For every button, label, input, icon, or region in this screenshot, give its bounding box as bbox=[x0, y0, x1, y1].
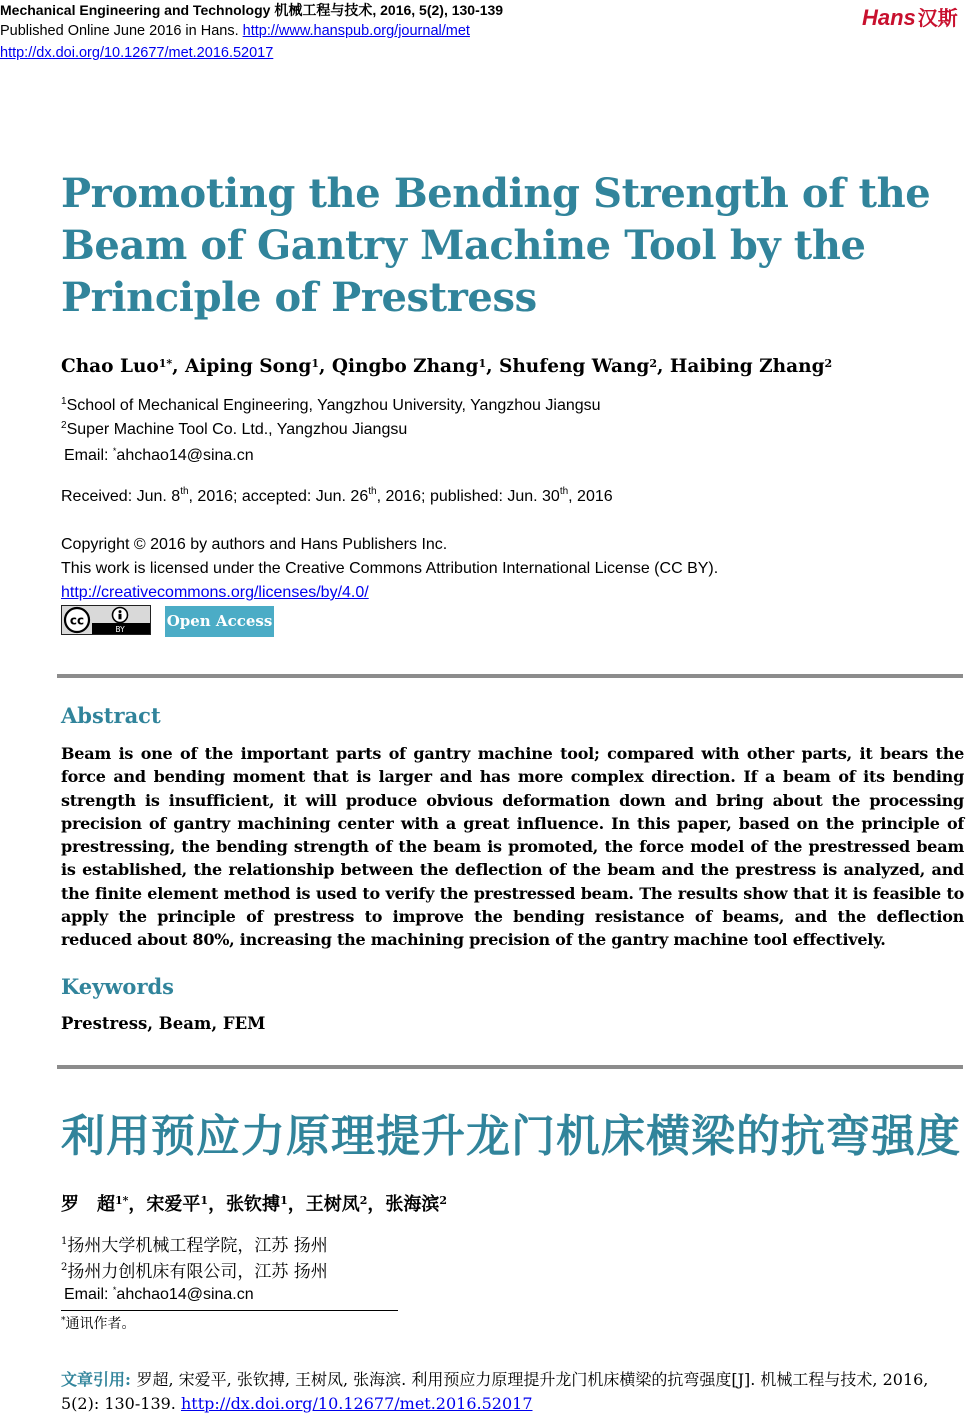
published-line bbox=[0, 21, 470, 42]
author-sup: 1* bbox=[158, 357, 173, 370]
citation-text: 罗超, 宋爱平, 张钦搏, 王树凤, 张海滨. 利用预应力原理提升龙门机床横梁的抗弯强度[J]. 机械工程与技术, 2016, 5(2): 130-139. bbox=[61, 1370, 929, 1413]
cc-by-icon bbox=[62, 606, 150, 634]
license-line: This work is licensed under the Creative Commons Attribution International License (CC BY). bbox=[61, 560, 719, 577]
email-label: Email: bbox=[64, 447, 113, 464]
citation bbox=[61, 1368, 966, 1416]
affiliation-text: 扬州大学机械工程学院，江苏 扬州 bbox=[67, 1236, 328, 1256]
dates-line bbox=[61, 486, 613, 506]
section-divider bbox=[57, 1065, 963, 1069]
author-name-cn: 宋爱平 bbox=[146, 1194, 201, 1215]
hans-logo bbox=[862, 2, 958, 31]
received-date: Received: Jun. 8 bbox=[61, 488, 181, 505]
author-name: Aiping Song bbox=[185, 356, 312, 377]
footnote-divider bbox=[61, 1310, 398, 1311]
authors-cn: 罗 超$^{1*}$，宋爱平$^1$，张钦搏$^1$，王树凤$^2$，张海滨$^2$ bbox=[61, 1194, 448, 1215]
abstract-text: Beam is one of the important parts of gantry machine tool; compared with other parts, it bears the force and bending moment that is larger and has more complex direction. If a beam of its bending strength is insufficient, it will produce obvious deformation down and bring about the processing precision of gantry machining center with a great influence. In this paper, based on the principle of prestressing, the bending strength of the beam is promoted, the force model of the prestressed beam is established, the relationship between the deflection of the beam and the prestress is analyzed, and the finite element method is used to verify the prestressed beam. The results show that it is feasible to apply the principle of prestress to improve the bending resistance of beams, and the deflection reduced about 80%, increasing the machining precision of the gantry machine tool effectively. bbox=[61, 744, 964, 950]
author-sup: 2 bbox=[359, 1194, 368, 1207]
affiliation-sup: 2 bbox=[61, 1262, 68, 1273]
email-address[interactable]: ahchao14@sina.cn bbox=[116, 1286, 254, 1303]
affiliation-sup: 2 bbox=[61, 420, 67, 431]
email-sup: * bbox=[112, 1285, 117, 1295]
paper-title-cn: 利用预应力原理提升龙门机床横梁的抗弯强度 bbox=[61, 1111, 961, 1162]
author-sup: 2 bbox=[824, 357, 833, 370]
author-sup: 1 bbox=[311, 357, 319, 370]
footnote-sup: * bbox=[61, 1316, 66, 1326]
author-name-cn: 张钦搏 bbox=[226, 1194, 281, 1215]
author-name: Chao Luo bbox=[61, 356, 159, 377]
keywords-text: Prestress, Beam, FEM bbox=[61, 1014, 266, 1033]
hans-logo-cn: 汉斯 bbox=[917, 8, 958, 30]
author-sup: 2 bbox=[649, 357, 657, 370]
svg-text:BY: BY bbox=[115, 625, 125, 634]
author-sup: 2 bbox=[439, 1194, 448, 1207]
abstract-heading: Abstract bbox=[61, 703, 161, 728]
section-divider bbox=[57, 674, 963, 678]
footnote-text: 通讯作者。 bbox=[65, 1316, 136, 1332]
journal-header: Mechanical Engineering and Technology 机械工程与技术, 2016, 5(2), 130-139 bbox=[0, 2, 504, 18]
svg-text:cc: cc bbox=[69, 613, 85, 628]
citation-doi-link[interactable]: http://dx.doi.org/10.12677/met.2016.52017 bbox=[180, 1394, 533, 1413]
affiliation-cn-2 bbox=[61, 1254, 328, 1286]
journal-link[interactable]: http://www.hanspub.org/journal/met bbox=[242, 23, 470, 39]
published-date: , 2016; published: Jun. 30 bbox=[376, 488, 560, 505]
email-line-cn bbox=[64, 1285, 254, 1304]
author-sup: 1* bbox=[115, 1194, 129, 1207]
copyright-line: Copyright © 2016 by authors and Hans Publishers Inc. bbox=[61, 536, 448, 553]
authors-en: Chao Luo$^{1*}$, Aiping Song$^1$, Qingbo Zhang$^1$, Shufeng Wang$^2$, Haibing Zhang$^2$ bbox=[61, 356, 833, 377]
hans-logo-en: Hans bbox=[862, 5, 916, 30]
license-link[interactable]: http://creativecommons.org/licenses/by/4.0/ bbox=[61, 584, 369, 601]
author-name: Haibing Zhang bbox=[669, 356, 825, 377]
copyright-block bbox=[61, 533, 718, 605]
author-sup: 1 bbox=[280, 1194, 288, 1207]
date-suffix: , 2016 bbox=[568, 488, 613, 505]
author-name-cn: 罗 超 bbox=[61, 1194, 115, 1215]
open-access-badge[interactable]: Open Access bbox=[165, 606, 274, 637]
affiliation-text: Super Machine Tool Co. Ltd., Yangzhou Jiangsu bbox=[66, 421, 408, 438]
email-address[interactable]: ahchao14@sina.cn bbox=[116, 447, 254, 464]
doi-line bbox=[0, 43, 273, 64]
email-line bbox=[64, 446, 254, 465]
published-text: Published Online June 2016 in Hans. bbox=[0, 23, 239, 39]
email-sup: * bbox=[112, 446, 117, 456]
affiliation-sup: 1 bbox=[61, 396, 67, 407]
cc-by-badge[interactable] bbox=[61, 605, 151, 635]
date-sup: th bbox=[559, 486, 569, 497]
author-sup: 1 bbox=[478, 357, 487, 370]
author-name: Qingbo Zhang bbox=[331, 356, 479, 377]
author-name-cn: 张海滨 bbox=[385, 1194, 440, 1215]
author-name-cn: 王树凤 bbox=[305, 1194, 360, 1215]
affiliation-sup: 1 bbox=[61, 1236, 68, 1247]
affiliation-text: School of Mechanical Engineering, Yangzhou University, Yangzhou Jiangsu bbox=[66, 397, 601, 414]
date-sup: th bbox=[368, 486, 377, 497]
date-sup: th bbox=[180, 486, 189, 497]
author-sup: 1 bbox=[200, 1194, 209, 1207]
affiliation-2 bbox=[61, 414, 407, 442]
keywords-heading: Keywords bbox=[61, 974, 175, 999]
author-name: Shufeng Wang bbox=[498, 356, 650, 377]
citation-label: 文章引用: bbox=[61, 1370, 137, 1389]
affiliation-text: 扬州力创机床有限公司，江苏 扬州 bbox=[67, 1262, 328, 1282]
doi-link[interactable]: http://dx.doi.org/10.12677/met.2016.52017 bbox=[0, 45, 274, 61]
accepted-date: , 2016; accepted: Jun. 26 bbox=[188, 488, 369, 505]
paper-title-en: Promoting the Bending Strength of the Beam of Gantry Machine Tool by the Principle of Prestress bbox=[61, 170, 931, 321]
footnote bbox=[61, 1313, 136, 1333]
email-label: Email: bbox=[64, 1286, 113, 1303]
